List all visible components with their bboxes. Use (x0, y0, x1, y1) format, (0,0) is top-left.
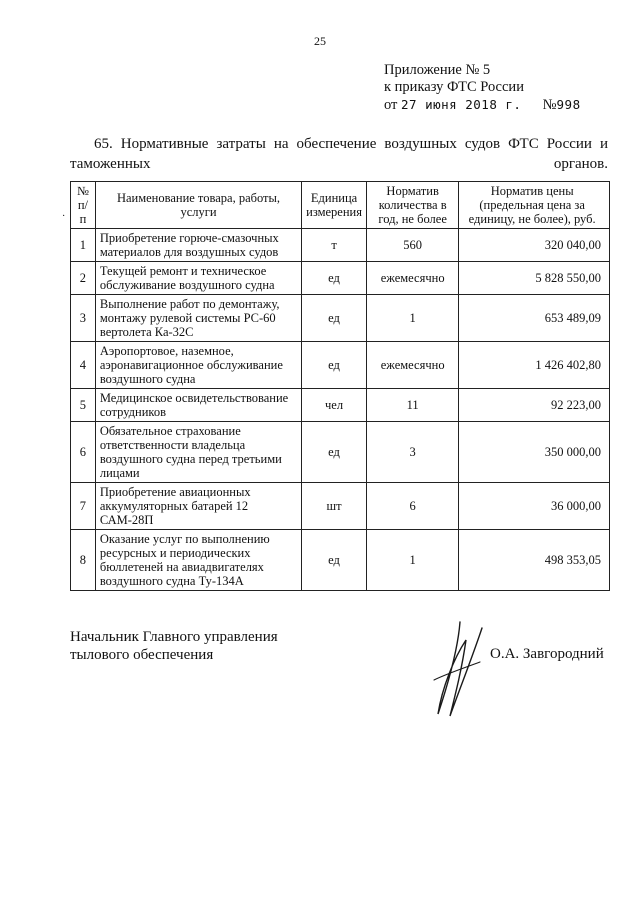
row-price: 320 040,00 (459, 229, 610, 262)
row-qty: ежемесячно (366, 342, 458, 389)
date-prefix: от (384, 97, 398, 113)
order-date: 27 июня 2018 г. (401, 97, 522, 112)
row-qty: 6 (366, 483, 458, 530)
signatory-title (70, 628, 278, 664)
row-price: 36 000,00 (459, 483, 610, 530)
row-num: 4 (71, 342, 96, 389)
row-name: Обязательное страхование ответственности владельца воздушного судна перед третьими лицами (95, 422, 301, 483)
row-qty: 3 (366, 422, 458, 483)
row-qty: 560 (366, 229, 458, 262)
row-num: 5 (71, 389, 96, 422)
section-heading: 65. Нормативные затраты на обеспечение воздушных судов ФТС России и таможенных органов. (70, 136, 608, 172)
order-number: 998 (556, 97, 581, 112)
row-price: 350 000,00 (459, 422, 610, 483)
row-name: Текущей ремонт и техническое обслуживание воздушного судна (95, 262, 301, 295)
table-row (71, 229, 610, 262)
table-row (71, 530, 610, 591)
row-name: Приобретение горюче-смазочных материалов для воздушных судов (95, 229, 301, 262)
table-row (71, 295, 610, 342)
row-name: Медицинское освидетельствование сотрудников (95, 389, 301, 422)
header-num: № п/п (71, 182, 96, 229)
table-row (71, 342, 610, 389)
row-unit: ед (302, 422, 367, 483)
header-qty: Норматив количества в год, не более (366, 182, 458, 229)
header-name: Наименование товара, работы, услуги (95, 182, 301, 229)
row-unit: т (302, 229, 367, 262)
row-num: 7 (71, 483, 96, 530)
header-unit: Единица измерения (302, 182, 367, 229)
row-qty: ежемесячно (366, 262, 458, 295)
row-qty: 1 (366, 295, 458, 342)
table-row (71, 389, 610, 422)
signatory-title-line2: тылового обеспечения (70, 647, 214, 663)
row-unit: шт (302, 483, 367, 530)
row-num: 3 (71, 295, 96, 342)
row-price: 1 426 402,80 (459, 342, 610, 389)
appendix-order-ref: к приказу ФТС России (384, 79, 524, 95)
row-num: 6 (71, 422, 96, 483)
row-price: 5 828 550,00 (459, 262, 610, 295)
row-name: Аэропортовое, наземное, аэронавигационное обслуживание воздушного судна (95, 342, 301, 389)
number-prefix: № (542, 97, 557, 113)
row-num: 8 (71, 530, 96, 591)
row-name: Выполнение работ по демонтажу, монтажу рулевой системы РС-60 вертолета Ка-32С (95, 295, 301, 342)
page-number: 25 (314, 34, 326, 48)
row-unit: чел (302, 389, 367, 422)
table-header-row (71, 182, 610, 229)
row-qty: 11 (366, 389, 458, 422)
signatory-title-line1: Начальник Главного управления (70, 629, 278, 645)
row-num: 1 (71, 229, 96, 262)
row-unit: ед (302, 530, 367, 591)
table-row (71, 483, 610, 530)
row-price: 498 353,05 (459, 530, 610, 591)
row-name: Приобретение авиационных аккумуляторных батарей 12 САМ-28П (95, 483, 301, 530)
norms-table (70, 181, 610, 591)
margin-mark: · (62, 211, 66, 222)
table-row (71, 262, 610, 295)
signatory-name: О.А. Завгородний (490, 646, 604, 662)
row-num: 2 (71, 262, 96, 295)
row-unit: ед (302, 342, 367, 389)
appendix-date-line (384, 96, 581, 114)
handwritten-signature (420, 618, 500, 718)
row-price: 653 489,09 (459, 295, 610, 342)
row-price: 92 223,00 (459, 389, 610, 422)
row-unit: ед (302, 295, 367, 342)
row-name: Оказание услуг по выполнению ресурсных и периодических бюллетеней на авиадвигателях воздушного судна Ту-134А (95, 530, 301, 591)
appendix-block (384, 62, 581, 114)
table-row (71, 422, 610, 483)
appendix-title: Приложение № 5 (384, 62, 491, 78)
header-price: Норматив цены (предельная цена за единицу, не более), руб. (459, 182, 610, 229)
row-qty: 1 (366, 530, 458, 591)
row-unit: ед (302, 262, 367, 295)
